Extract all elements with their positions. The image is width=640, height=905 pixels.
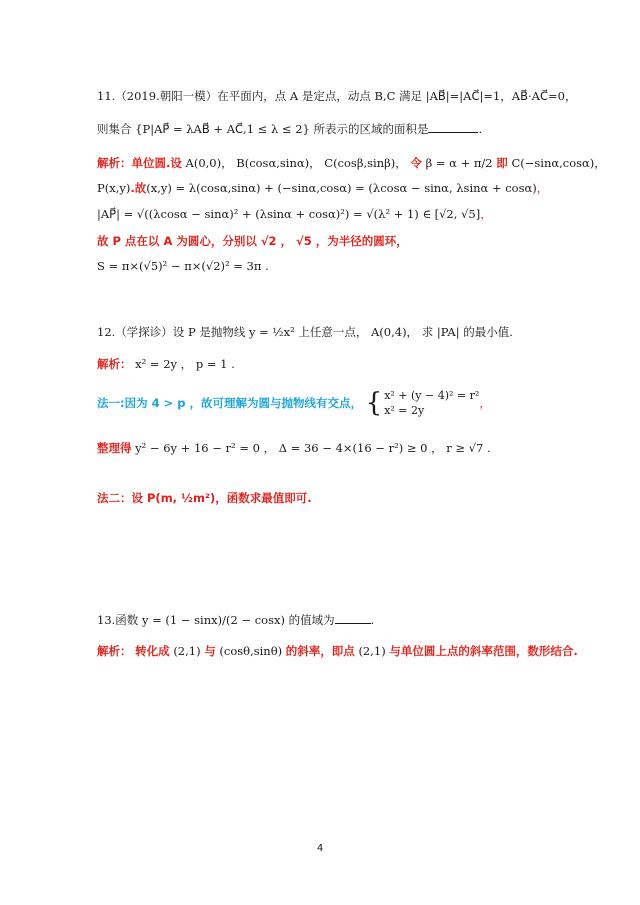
- q13-stem-text: 13.函数 y = (1 − sinx)/(2 − cosx) 的值域为: [97, 613, 335, 627]
- q11-sol-math: β = α + π/2: [425, 156, 493, 170]
- q12-sol-text: 整理得: [97, 441, 132, 455]
- q12-sol-math: x² = 2y ， p = 1 .: [135, 357, 235, 371]
- q11-sol-text: 单位圆.设: [131, 156, 182, 170]
- q11-stem-line-2: [97, 121, 580, 137]
- q11-sol-punct: ，: [536, 181, 549, 195]
- answer-blank: [335, 612, 371, 624]
- q11-sol-math: C(−sinα,cosα)，: [511, 156, 606, 170]
- q11-sol-math: |AP⃗| = √((λcosα − sinα)² + (λsinα + cosα)²) = √(λ² + 1) ∈ [√2, √5]: [97, 207, 481, 221]
- q11-stem-text-1: 11.（2019.朝阳一模）在平面内，点 A 是定点，动点 B,C 满足 |AB⃗|=|AC⃗|=1，AB⃗·AC⃗=0，: [97, 89, 577, 103]
- q11-solution-line-1: [97, 155, 606, 171]
- q11-sol-conclusion: 故 P 点在以 A 为圆心，分别以 √2 ， √5 ，为半径的圆环，: [97, 234, 408, 248]
- q13-sol-text: 与单位圆上点的斜率范围，数形结合.: [389, 644, 578, 658]
- q13-stem-line: [97, 612, 580, 628]
- q13-stem-end: .: [370, 613, 375, 627]
- q11-sol-math: A(0,0)， B(cosα,sinα)， C(cosβ,sinβ)，: [185, 156, 407, 170]
- q11-sol-text: 即: [496, 156, 508, 170]
- q11-sol-text: 令: [410, 156, 422, 170]
- q11-solution-line-3: [97, 206, 580, 222]
- q11-sol-punct: ，: [480, 207, 492, 221]
- q11-sol-math: (x,y) = λ(cosα,sinα) + (−sinα,cosα) = (λcosα − sinα, λsinα + cosα): [146, 181, 537, 195]
- q11-solution-line-2: [97, 180, 580, 196]
- q11-stem-line-1: [97, 88, 580, 104]
- q11-sol-math: P(x,y): [97, 181, 131, 195]
- q12-method-1-line-2: [97, 440, 580, 456]
- q12-method-1-text: 法一:因为 4 > p ，故可理解为圆与抛物线有交点，: [97, 396, 362, 410]
- system-eq-2: x² = 2y: [384, 404, 425, 417]
- q12-sol-math: y² − 6y + 16 − r² = 0 ， Δ = 36 − 4×(16 − r²) ≥ 0 ， r ≥ √7 .: [135, 441, 491, 455]
- equation-system: [384, 388, 479, 418]
- q11-stem-end: .: [478, 122, 483, 136]
- q13-sol-math: (cosθ,sinθ): [219, 644, 283, 658]
- q11-solution-line-5: [97, 258, 580, 274]
- solution-label: 解析：: [97, 357, 132, 371]
- answer-blank: [428, 121, 478, 133]
- q13-sol-text: 转化成: [135, 644, 170, 658]
- q12-sol-punct: ，: [479, 396, 491, 410]
- q13-sol-text: 的斜率，即点: [285, 644, 355, 658]
- q12-method-2-line: [97, 490, 580, 506]
- q12-method-1-line: [97, 388, 580, 422]
- q12-method-2-text: 法二：设 P(m, ½m²)，函数求最值即可.: [97, 491, 312, 505]
- q13-sol-math: (2,1): [173, 644, 201, 658]
- system-brace: {: [365, 388, 383, 418]
- q13-solution-line: [97, 643, 580, 659]
- solution-label: 解析：: [97, 644, 132, 658]
- q13-sol-text: 与: [204, 644, 216, 658]
- q12-stem-text: 12.（学探诊）设 P 是抛物线 y = ½x² 上任意一点， A(0,4)， 求 |PA| 的最小值.: [97, 325, 513, 339]
- q11-stem-text-2: 则集合 {P|AP⃗ = λAB⃗ + AC⃗,1 ≤ λ ≤ 2} 所表示的区域的面积是: [97, 122, 429, 136]
- q11-sol-text: .故: [130, 181, 147, 195]
- q13-sol-math: (2,1): [358, 644, 386, 658]
- q12-solution-line-1: [97, 356, 580, 372]
- system-eq-1: x² + (y − 4)² = r²: [384, 389, 480, 402]
- q11-solution-line-4: [97, 233, 580, 249]
- q12-stem-line: [97, 324, 580, 340]
- page-number: 4: [316, 843, 324, 854]
- solution-label: 解析：: [97, 156, 132, 170]
- q11-sol-area: S = π×(√5)² − π×(√2)² = 3π .: [97, 259, 269, 273]
